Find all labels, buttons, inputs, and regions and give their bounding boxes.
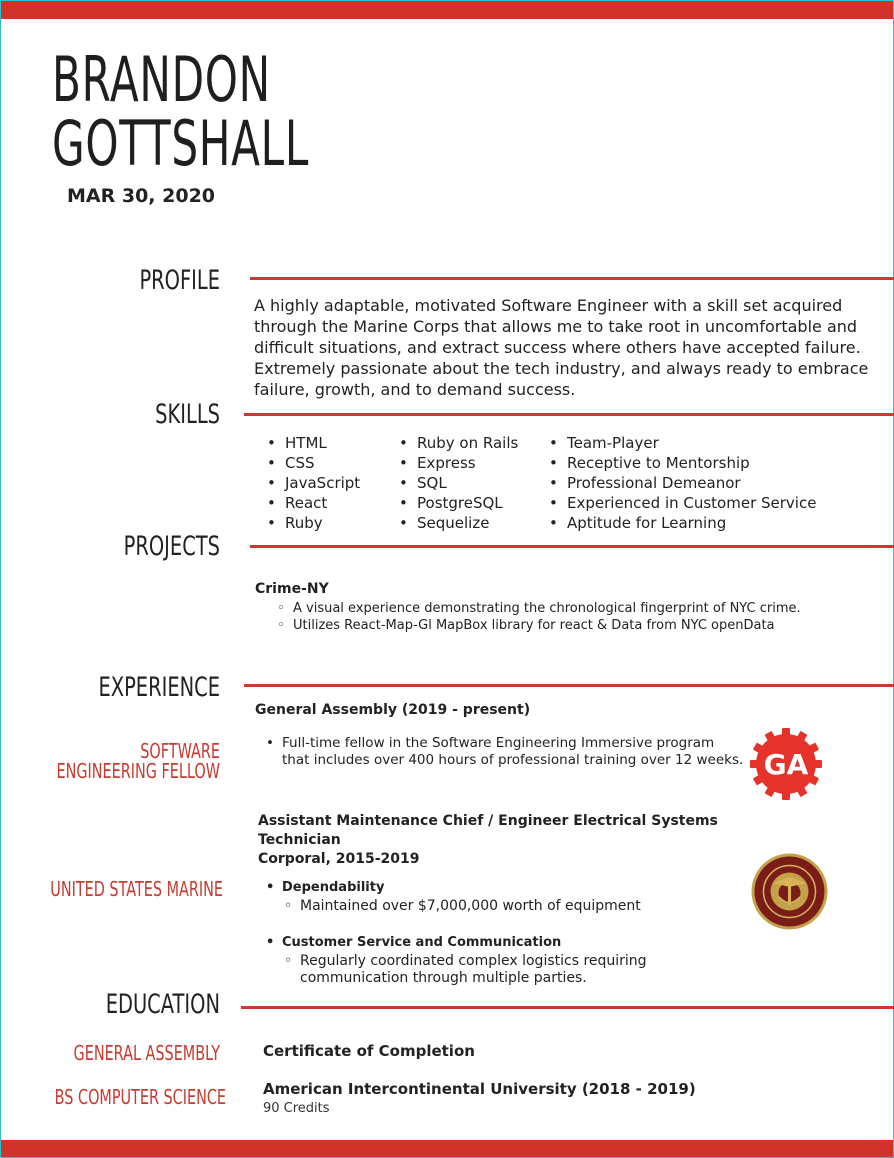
marine-item1-details xyxy=(282,898,641,915)
skill-item: • Aptitude for Learning xyxy=(549,513,816,533)
marine-item1 xyxy=(264,879,384,896)
ga-bullet-line1: Full-time fellow in the Software Engineering Immersive program xyxy=(282,735,715,751)
skill-item: • HTML xyxy=(267,433,360,453)
marine-item1-detail: ◦ Maintained over $7,000,000 worth of equipment xyxy=(282,898,641,915)
ga-bullet xyxy=(264,735,743,769)
skills-list-technical xyxy=(267,433,360,533)
general-assembly-logo xyxy=(749,727,823,801)
experience-rule xyxy=(244,684,894,687)
profile-text: A highly adaptable, motivated Software Engineer with a skill set acquired through the Marine Corps that allows me to take root in uncomfortable and difficult situations, and extract success where others have accepted failure. Extremely passionate about the tech industry, and always ready to embrace failure, growth, and to demand success. xyxy=(254,296,869,399)
ga-role-label-line2: ENGINEERING FELLOW xyxy=(56,759,220,783)
ga-role-label xyxy=(4,741,220,781)
skill-item: • Ruby xyxy=(267,513,360,533)
skill-item: • PostgreSQL xyxy=(399,493,518,513)
project-bullet: ◦ Utilizes React-Map-Gl MapBox library for react & Data from NYC openData xyxy=(275,617,801,634)
marine-item2-detail xyxy=(282,953,647,987)
experience-heading: EXPERIENCE xyxy=(98,672,220,703)
skill-item: • CSS xyxy=(267,453,360,473)
marine-item1-heading: • Dependability xyxy=(264,879,384,896)
profile-heading: PROFILE xyxy=(139,265,220,296)
skill-item: • Receptive to Mentorship xyxy=(549,453,816,473)
top-accent-bar xyxy=(1,1,893,19)
marine-item2-detail-line1: Regularly coordinated complex logistics requiring xyxy=(300,953,647,969)
projects-rule xyxy=(250,545,894,548)
bottom-accent-bar xyxy=(1,1140,893,1157)
skill-item: • Ruby on Rails xyxy=(399,433,518,453)
projects-heading: PROJECTS xyxy=(123,531,220,562)
skill-item: • JavaScript xyxy=(267,473,360,493)
education-bs-text: American Intercontinental University (2018 - 2019) xyxy=(263,1080,696,1098)
skill-item: • Team-Player xyxy=(549,433,816,453)
resume-date: MAR 30, 2020 xyxy=(67,185,216,207)
marine-corps-seal-icon xyxy=(751,853,828,930)
marine-title-line2: Technician xyxy=(258,832,341,848)
education-rule xyxy=(241,1006,894,1009)
marine-item2-heading: • Customer Service and Communication xyxy=(264,934,561,951)
skill-item: • Express xyxy=(399,453,518,473)
marine-item2 xyxy=(264,934,561,951)
marine-role-label: UNITED STATES MARINE xyxy=(50,877,223,901)
resume-name xyxy=(52,43,310,180)
skill-item: • Sequelize xyxy=(399,513,518,533)
marine-item2-details xyxy=(282,953,647,987)
ga-bullet-line2: that includes over 400 hours of professional training over 12 weeks. xyxy=(282,752,744,768)
education-label-ga: GENERAL ASSEMBLY xyxy=(73,1041,220,1065)
skills-list-frameworks xyxy=(399,433,518,533)
skills-heading: SKILLS xyxy=(155,399,220,430)
project-bullets xyxy=(275,600,801,634)
project-bullet: ◦ A visual experience demonstrating the chronological fingerprint of NYC crime. xyxy=(275,600,801,617)
marine-item2-detail-line2: communication through multiple parties. xyxy=(300,970,587,986)
marine-title-line3: Corporal, 2015-2019 xyxy=(258,851,420,867)
skill-item: • Professional Demeanor xyxy=(549,473,816,493)
project-name: Crime-NY xyxy=(255,581,329,597)
ga-role-label-line1: SOFTWARE xyxy=(140,739,220,763)
education-heading: EDUCATION xyxy=(105,989,220,1020)
education-ga-text: Certificate of Completion xyxy=(263,1042,475,1060)
skill-item: • Experienced in Customer Service xyxy=(549,493,816,513)
ga-bullets xyxy=(264,735,743,769)
skill-item: • React xyxy=(267,493,360,513)
ga-logo-text: GA xyxy=(763,748,809,781)
education-label-bs: BS COMPUTER SCIENCE xyxy=(54,1085,226,1109)
education-credits: 90 Credits xyxy=(263,1101,330,1116)
profile-rule xyxy=(250,277,894,280)
marine-title xyxy=(258,812,718,869)
skill-item: • SQL xyxy=(399,473,518,493)
name-last: GOTTSHALL xyxy=(52,107,310,180)
ga-org: General Assembly (2019 - present) xyxy=(255,702,531,718)
name-first: BRANDON xyxy=(52,43,271,116)
skills-list-soft xyxy=(549,433,816,533)
marine-title-line1: Assistant Maintenance Chief / Engineer Electrical Systems xyxy=(258,813,718,829)
skills-rule xyxy=(244,413,894,416)
